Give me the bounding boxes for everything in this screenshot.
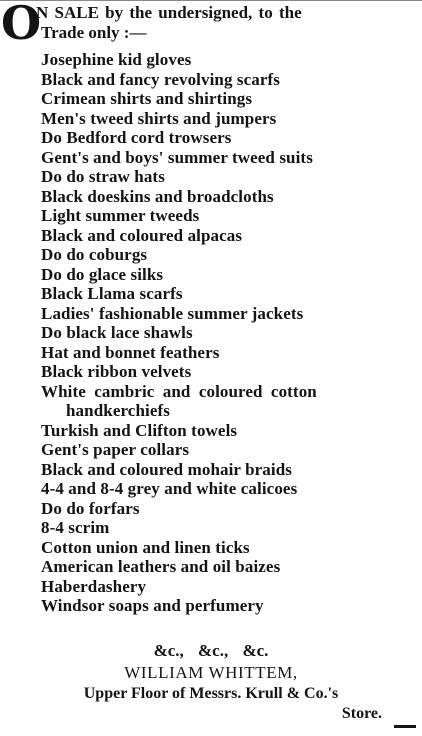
heading-line-2: Trade only :— — [41, 23, 147, 42]
list-item: Black and coloured mohair braids — [41, 459, 293, 479]
list-item: Black Llama scarfs — [41, 284, 183, 303]
list-item: Windsor soaps and perfumery — [41, 596, 264, 615]
list-item: American leathers and oil baizes — [41, 557, 281, 576]
list-item: Black doeskins and broadcloths — [41, 186, 274, 206]
etcetera-line: &c., &c., &c. — [153, 641, 269, 660]
drop-cap: O — [1, 0, 42, 50]
list-item: Cotton union and linen ticks — [41, 537, 250, 557]
list-item: Gent's and boys' summer tweed suits — [41, 147, 313, 167]
item-list — [41, 50, 419, 616]
list-item: Josephine kid gloves — [41, 50, 192, 69]
list-item-wrapped-continuation: handkerchiefs — [66, 401, 170, 420]
merchant-address: Upper Floor of Messrs. Krull & Co.'s — [83, 685, 339, 702]
list-item-wrapped-first: White cambric and coloured cotton — [41, 381, 317, 401]
list-item: Light summer tweeds — [41, 206, 200, 225]
heading-line-1: N SALE by the undersigned, to the — [36, 3, 302, 22]
list-item: Gent's paper collars — [41, 440, 190, 459]
list-item: Black and fancy revolving scarfs — [41, 69, 280, 89]
list-item: Do do glace silks — [41, 264, 164, 284]
list-item: Haberdashery — [41, 576, 147, 596]
list-item-wrapped — [41, 382, 419, 421]
list-item: Crimean shirts and shirtings — [41, 89, 253, 108]
list-item: Men's tweed shirts and jumpers — [41, 108, 277, 128]
end-rule — [394, 725, 416, 728]
list-item: Do do straw hats — [41, 167, 165, 186]
list-item: Do Bedford cord trowsers — [41, 128, 232, 147]
list-item: 4-4 and 8-4 grey and white calicoes — [41, 479, 298, 498]
list-item: Do black lace shawls — [41, 323, 193, 342]
list-item: Turkish and Clifton towels — [41, 420, 238, 440]
list-item: 8-4 scrim — [41, 518, 110, 537]
list-item: Hat and bonnet feathers — [41, 342, 220, 362]
list-item: Black ribbon velvets — [41, 362, 192, 381]
merchant-name: WILLIAM WHITTEM, — [124, 663, 298, 682]
top-rule — [0, 0, 422, 1]
list-item: Do do forfars — [41, 498, 140, 518]
list-item: Ladies' fashionable summer jackets — [41, 303, 304, 323]
list-item: Do do coburgs — [41, 245, 148, 264]
list-item: Black and coloured alpacas — [41, 225, 243, 245]
merchant-address-end: Store. — [341, 705, 382, 722]
